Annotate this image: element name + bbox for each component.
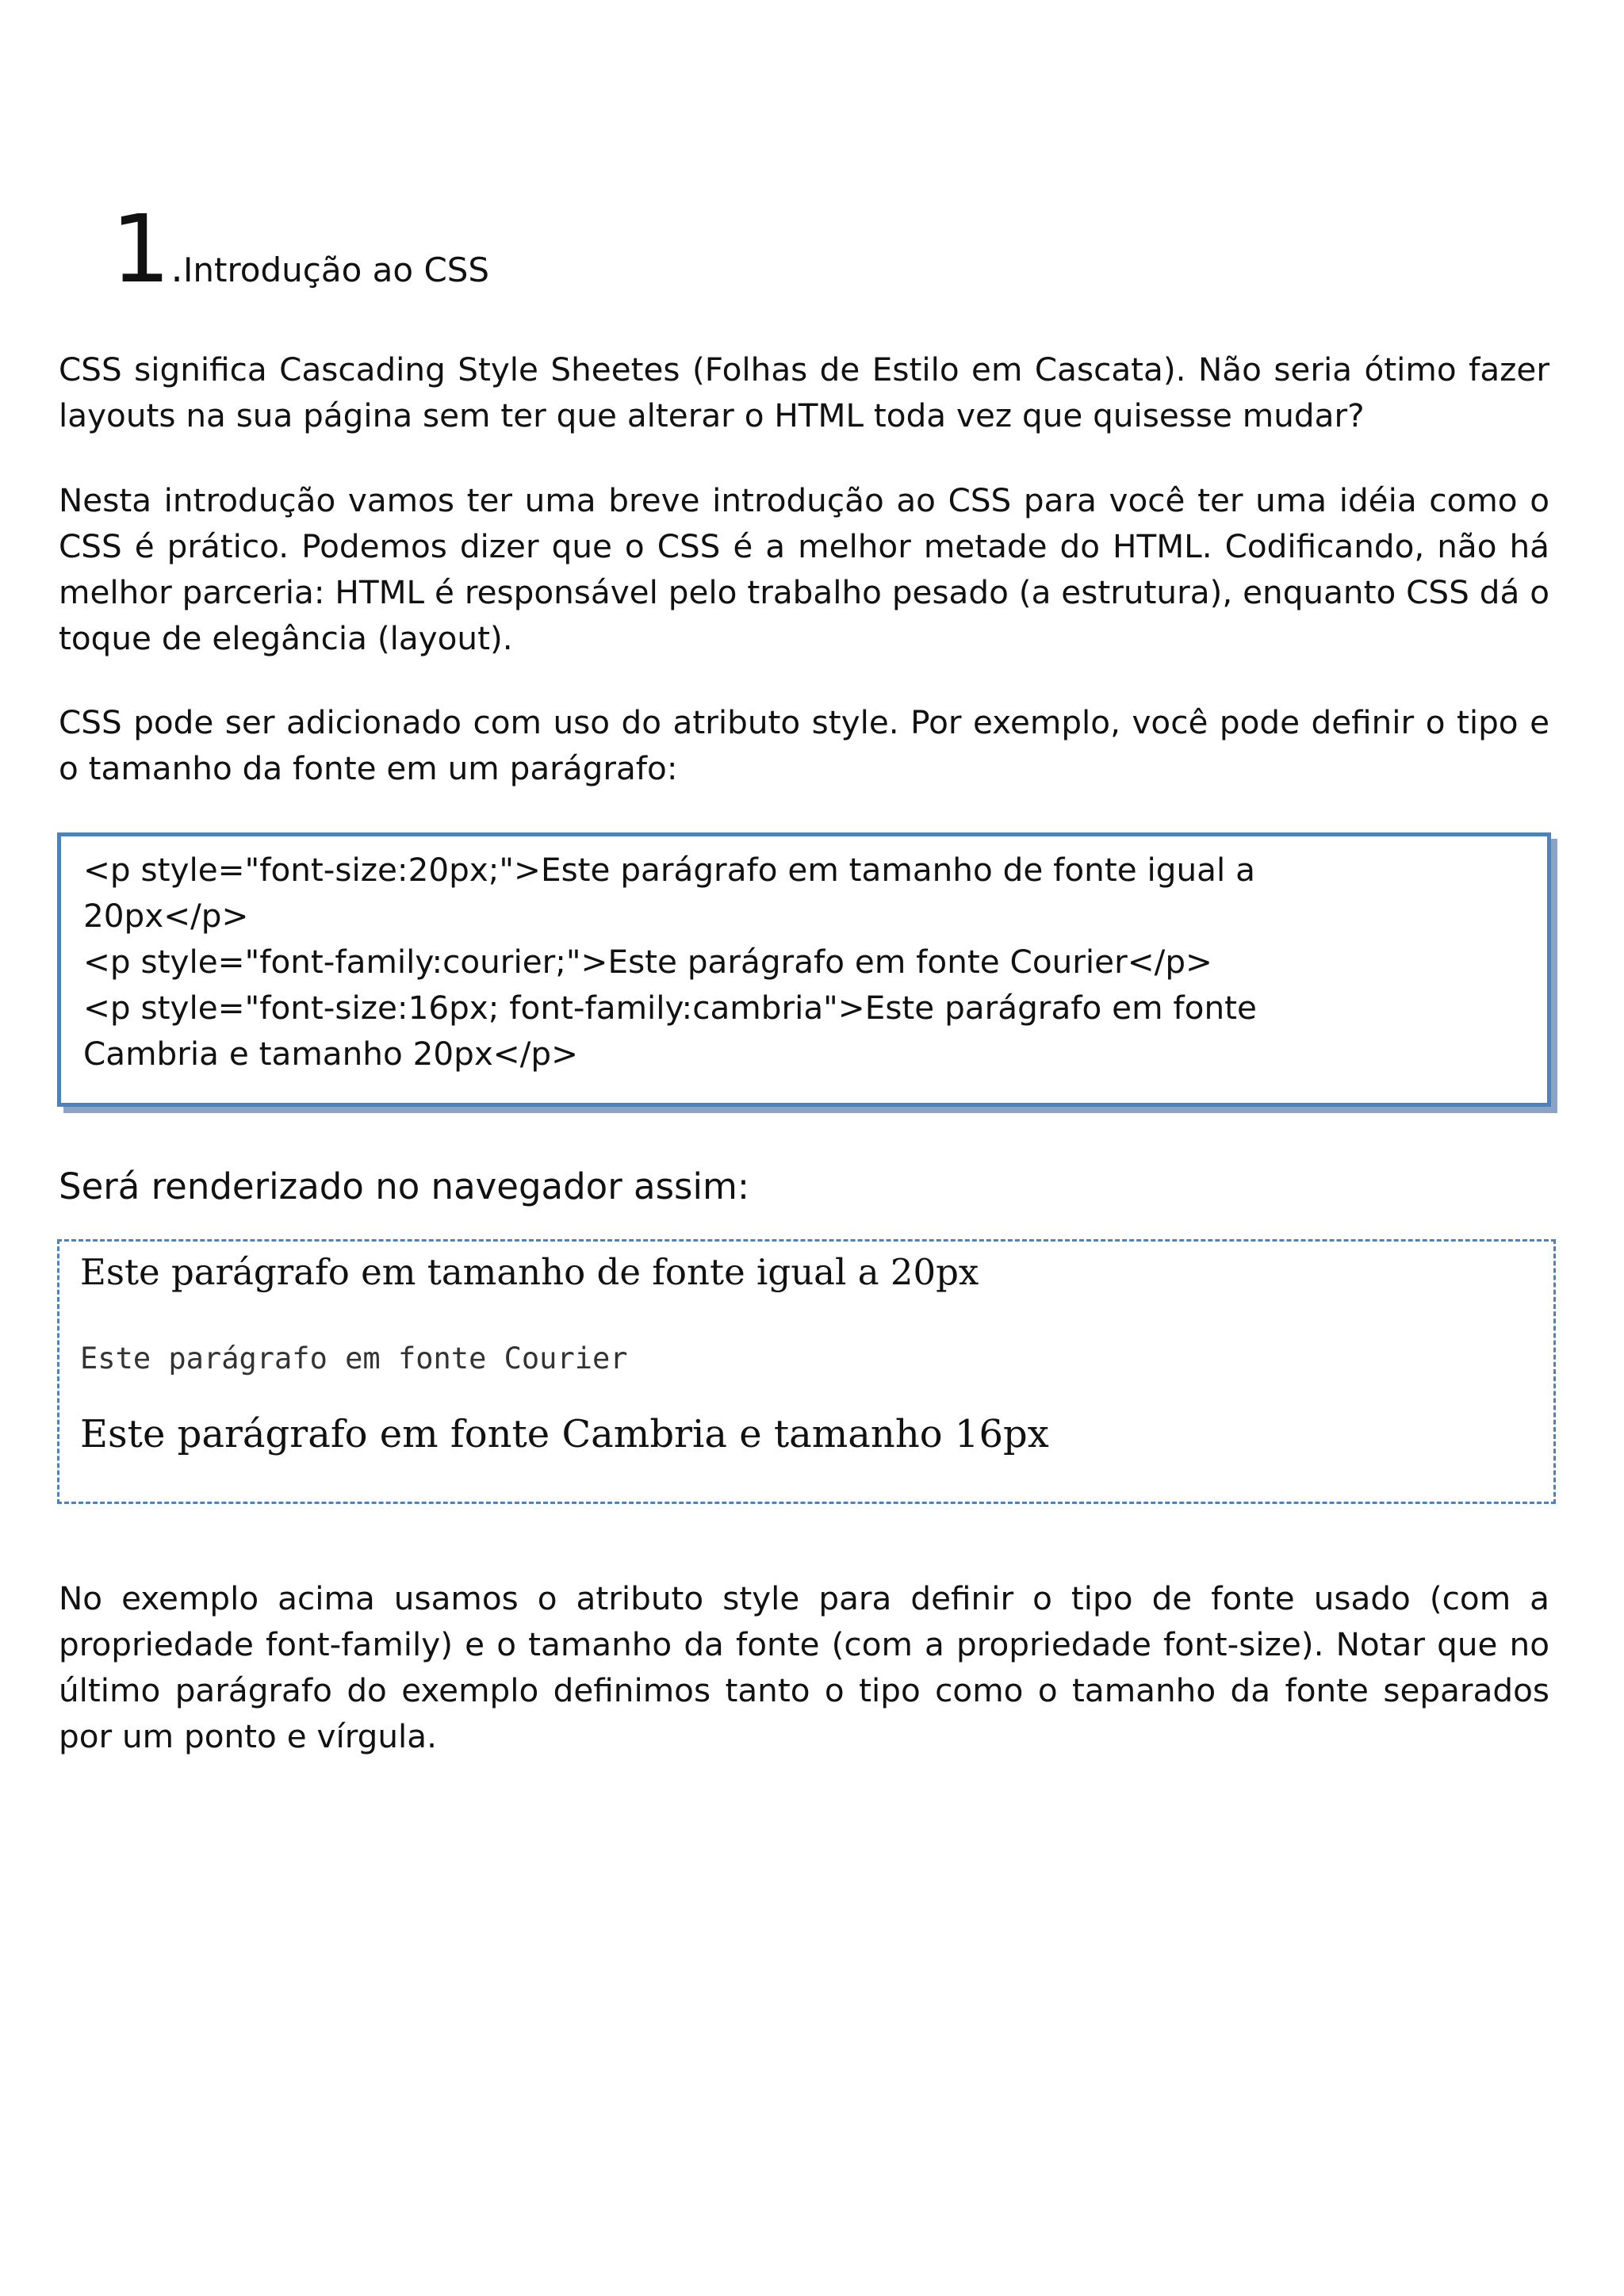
code-line: Cambria e tamanho 20px</p> — [83, 1035, 579, 1073]
section-title: Introdução ao CSS — [182, 251, 490, 289]
intro-paragraph: CSS significa Cascading Style Sheetes (Folhas de Estilo em Cascata). Não seria ótimo fazer layouts na sua página sem ter que alterar o HTML toda vez que quisesse mudar? — [59, 350, 1549, 434]
rendered-output-label: Será renderizado no navegador assim: — [59, 1165, 749, 1207]
code-line: <p style="font-size:20px;">Este parágrafo em tamanho de fonte igual a — [83, 851, 1255, 889]
section-number: 1 — [111, 194, 171, 304]
section-number-dot: . — [170, 245, 183, 291]
rendered-line-cambria: Este parágrafo em fonte Cambria e tamanho 16px — [80, 1412, 1049, 1456]
style-attribute-paragraph: CSS pode ser adicionado com uso do atributo style. Por exemplo, você pode definir o tipo e o tamanho da fonte em um parágrafo: — [59, 703, 1549, 787]
code-line: 20px</p> — [83, 897, 249, 935]
code-line: <p style="font-family:courier;">Este parágrafo em fonte Courier</p> — [83, 943, 1212, 981]
rendered-output-box — [57, 1239, 1556, 1504]
code-line: <p style="font-size:16px; font-family:cambria">Este parágrafo em fonte — [83, 989, 1257, 1027]
section-heading — [111, 194, 490, 304]
rendered-line-serif: Este parágrafo em tamanho de fonte igual a 20px — [80, 1251, 979, 1293]
rendered-line-courier: Este parágrafo em fonte Courier — [80, 1341, 628, 1376]
code-example-box — [57, 832, 1551, 1107]
explanation-paragraph: No exemplo acima usamos o atributo style para definir o tipo de fonte usado (com a propriedade font-family) e o tamanho da fonte (com a propriedade font-size). Notar que no último parágrafo do exemplo definimos tanto o tipo como o tamanho da fonte separados por um ponto e vírgula. — [59, 1579, 1549, 1755]
description-paragraph: Nesta introdução vamos ter uma breve introdução ao CSS para você ter uma idéia como o CSS é prático. Podemos dizer que o CSS é a melhor metade do HTML. Codificando, não há melhor parceria: HTML é responsável pelo trabalho pesado (a estrutura), enquanto CSS dá o toque de elegância (layout). — [59, 481, 1549, 657]
